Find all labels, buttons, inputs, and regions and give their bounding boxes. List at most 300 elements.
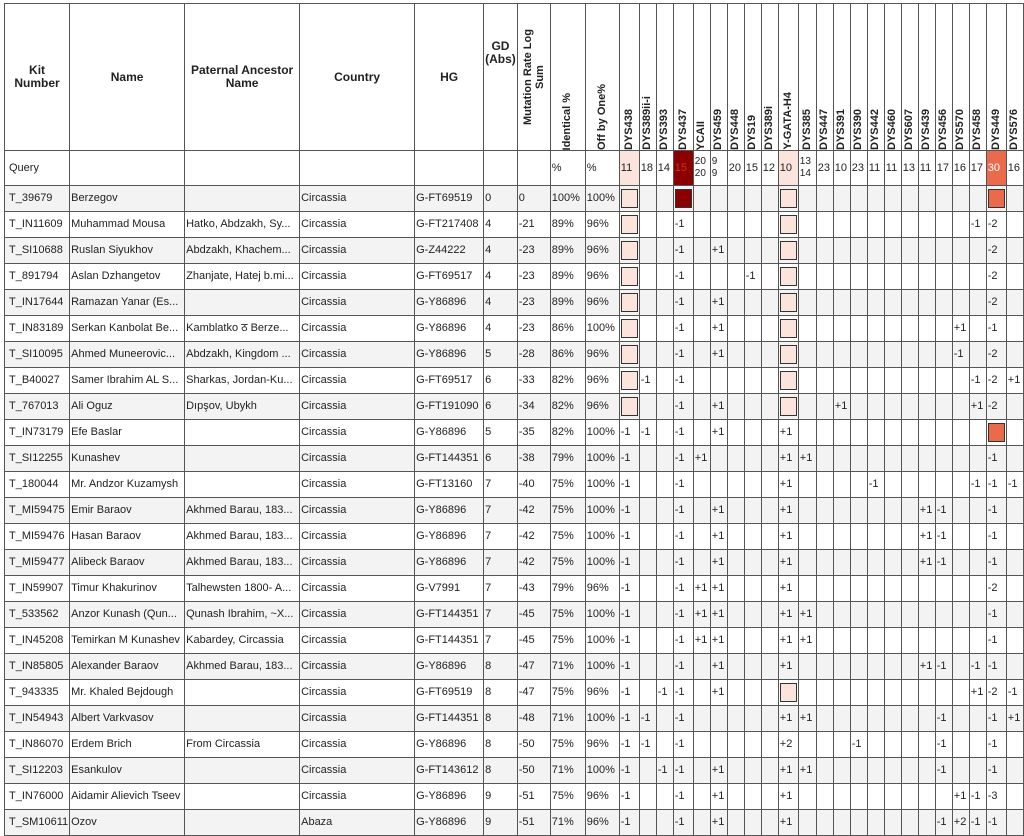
marker-diff-cell xyxy=(901,810,918,836)
marker-diff-cell xyxy=(833,706,850,732)
table-row[interactable] xyxy=(5,706,1024,732)
col-marker-dys389ii-i[interactable]: DYS389ii-i xyxy=(639,4,656,151)
marker-diff-cell: +1 xyxy=(918,524,935,550)
col-paternal-ancestor[interactable]: Paternal Ancestor Name xyxy=(185,4,300,151)
marker-diff-cell: -1 xyxy=(673,602,693,628)
col-marker-dys448[interactable]: DYS448 xyxy=(727,4,744,151)
marker-diff-cell xyxy=(952,602,969,628)
col-mutation-rate[interactable]: Mutation Rate Log Sum xyxy=(517,4,550,151)
col-marker-dys447[interactable]: DYS447 xyxy=(816,4,833,151)
marker-diff-cell xyxy=(884,498,901,524)
marker-diff-cell xyxy=(656,628,673,654)
table-row[interactable] xyxy=(5,238,1024,264)
table-row[interactable] xyxy=(5,498,1024,524)
marker-diff-cell: +1 xyxy=(710,680,727,706)
table-row[interactable] xyxy=(5,316,1024,342)
marker-diff-cell xyxy=(850,784,867,810)
table-row[interactable] xyxy=(5,394,1024,420)
col-marker-dys385[interactable]: DYS385 xyxy=(798,4,816,151)
marker-diff-cell xyxy=(918,602,935,628)
table-row[interactable] xyxy=(5,342,1024,368)
off-by-one-cell: 100% xyxy=(585,602,619,628)
marker-diff-cell xyxy=(850,810,867,836)
table-row[interactable] xyxy=(5,628,1024,654)
query-marker-value: 11 xyxy=(918,151,935,186)
hg-cell: G-Y86896 xyxy=(415,810,484,836)
marker-diff-cell xyxy=(884,290,901,316)
table-row[interactable] xyxy=(5,758,1024,784)
marker-diff-cell xyxy=(918,810,935,836)
marker-diff-cell xyxy=(850,290,867,316)
marker-diff-cell: +1 xyxy=(778,524,798,550)
hg-cell: G-Y86896 xyxy=(415,498,484,524)
marker-diff-cell xyxy=(850,550,867,576)
identical-cell: 75% xyxy=(550,602,585,628)
marker-diff-cell xyxy=(761,212,778,238)
identical-cell: 89% xyxy=(550,290,585,316)
marker-diff-cell xyxy=(693,186,710,212)
marker-diff-cell xyxy=(744,316,761,342)
col-kit-number[interactable]: Kit Number xyxy=(5,4,70,151)
marker-diff-cell xyxy=(952,472,969,498)
ancestor-cell xyxy=(185,784,300,810)
marker-diff-cell xyxy=(833,732,850,758)
col-marker-dys439[interactable]: DYS439 xyxy=(918,4,935,151)
marker-diff-cell xyxy=(816,290,833,316)
country-cell: Circassia xyxy=(300,472,415,498)
marker-highlight-box xyxy=(780,319,797,338)
col-marker-dys459[interactable]: DYS459 xyxy=(710,4,727,151)
marker-diff-cell xyxy=(901,238,918,264)
col-marker-dys460[interactable]: DYS460 xyxy=(884,4,901,151)
marker-diff-cell xyxy=(744,524,761,550)
marker-diff-cell xyxy=(727,342,744,368)
marker-diff-cell xyxy=(778,212,798,238)
marker-diff-cell xyxy=(778,368,798,394)
mutation-cell: -23 xyxy=(517,316,550,342)
marker-diff-cell xyxy=(656,706,673,732)
marker-diff-cell xyxy=(656,186,673,212)
query-marker-value: 16 xyxy=(1006,151,1023,186)
col-off-by-one[interactable]: Off by One% xyxy=(585,4,619,151)
marker-diff-cell xyxy=(1006,732,1023,758)
col-marker-dys456[interactable]: DYS456 xyxy=(935,4,952,151)
query-marker-value: 13 xyxy=(901,151,918,186)
gd-cell: 8 xyxy=(484,758,518,784)
marker-highlight-box xyxy=(621,215,638,234)
marker-diff-cell xyxy=(710,368,727,394)
marker-diff-cell xyxy=(798,342,816,368)
query-marker-value: 17 xyxy=(969,151,986,186)
marker-diff-cell: +1 xyxy=(778,550,798,576)
marker-diff-cell xyxy=(901,680,918,706)
gd-cell: 8 xyxy=(484,732,518,758)
marker-diff-cell xyxy=(969,602,986,628)
marker-diff-cell: -1 xyxy=(619,602,639,628)
marker-diff-cell xyxy=(673,186,693,212)
marker-diff-cell xyxy=(693,732,710,758)
marker-diff-cell xyxy=(727,706,744,732)
marker-diff-cell xyxy=(816,264,833,290)
marker-diff-cell: -1 xyxy=(935,810,952,836)
off-by-one-cell: 100% xyxy=(585,186,619,212)
hg-cell: G-Y86896 xyxy=(415,524,484,550)
table-row[interactable] xyxy=(5,186,1024,212)
marker-diff-cell: +1 xyxy=(710,784,727,810)
query-marker-part: 20 xyxy=(694,156,706,167)
marker-diff-cell: +1 xyxy=(778,420,798,446)
gd-cell: 7 xyxy=(484,498,518,524)
col-gd[interactable]: GD (Abs) xyxy=(484,4,518,151)
col-marker-dys437[interactable]: DYS437 xyxy=(673,4,693,151)
marker-diff-cell xyxy=(1006,654,1023,680)
kit-cell: T_IN45208 xyxy=(5,628,70,654)
name-cell: Alibeck Baraov xyxy=(70,550,185,576)
marker-diff-cell xyxy=(1006,342,1023,368)
marker-highlight-box xyxy=(621,267,638,286)
marker-diff-cell xyxy=(952,290,969,316)
marker-diff-cell: -1 xyxy=(673,290,693,316)
marker-diff-cell: +1 xyxy=(710,576,727,602)
marker-diff-cell: -1 xyxy=(935,524,952,550)
query-marker-value: 15 xyxy=(744,151,761,186)
mutation-cell: -23 xyxy=(517,264,550,290)
mutation-cell: -35 xyxy=(517,420,550,446)
hg-cell: G-FT69517 xyxy=(415,264,484,290)
marker-diff-cell xyxy=(935,368,952,394)
marker-diff-cell xyxy=(918,264,935,290)
mutation-cell: -21 xyxy=(517,212,550,238)
marker-diff-cell xyxy=(884,550,901,576)
marker-diff-cell xyxy=(884,264,901,290)
marker-diff-cell xyxy=(952,576,969,602)
marker-diff-cell: -1 xyxy=(619,810,639,836)
kit-cell: T_943335 xyxy=(5,680,70,706)
table-row[interactable] xyxy=(5,602,1024,628)
marker-diff-cell xyxy=(918,472,935,498)
marker-diff-cell: -1 xyxy=(867,472,884,498)
marker-diff-cell xyxy=(833,576,850,602)
table-row[interactable] xyxy=(5,654,1024,680)
ancestor-cell: Akhmed Barau, 183... xyxy=(185,550,300,576)
marker-diff-cell xyxy=(1006,186,1023,212)
marker-diff-cell xyxy=(727,784,744,810)
table-row[interactable] xyxy=(5,368,1024,394)
col-marker-dys438[interactable]: DYS438 xyxy=(619,4,639,151)
table-row[interactable] xyxy=(5,576,1024,602)
gd-cell: 7 xyxy=(484,602,518,628)
ancestor-cell: Talhewsten 1800- A... xyxy=(185,576,300,602)
marker-diff-cell xyxy=(693,368,710,394)
marker-diff-cell xyxy=(744,628,761,654)
marker-diff-cell: -1 xyxy=(639,420,656,446)
name-cell: Timur Khakurinov xyxy=(70,576,185,602)
query-kit: Query xyxy=(5,151,70,186)
identical-cell: 79% xyxy=(550,446,585,472)
col-marker-dys19[interactable]: DYS19 xyxy=(744,4,761,151)
marker-diff-cell: -1 xyxy=(935,550,952,576)
marker-diff-cell xyxy=(952,394,969,420)
marker-highlight-box xyxy=(780,683,797,702)
gd-cell: 4 xyxy=(484,316,518,342)
country-cell: Circassia xyxy=(300,602,415,628)
table-row[interactable] xyxy=(5,524,1024,550)
marker-diff-cell xyxy=(727,654,744,680)
col-marker-ycaii[interactable]: YCAII xyxy=(693,4,710,151)
marker-diff-cell xyxy=(727,264,744,290)
marker-diff-cell xyxy=(901,394,918,420)
hg-cell: G-FT191090 xyxy=(415,394,484,420)
table-row[interactable] xyxy=(5,784,1024,810)
marker-diff-cell: +1 xyxy=(778,498,798,524)
ystr-comparison-table xyxy=(4,3,1024,836)
marker-diff-cell xyxy=(969,524,986,550)
marker-diff-cell xyxy=(850,628,867,654)
marker-diff-cell xyxy=(639,550,656,576)
marker-diff-cell xyxy=(693,654,710,680)
kit-cell: T_IN11609 xyxy=(5,212,70,238)
hg-cell: G-Y86896 xyxy=(415,732,484,758)
marker-diff-cell xyxy=(656,316,673,342)
marker-diff-cell xyxy=(744,186,761,212)
marker-diff-cell xyxy=(727,498,744,524)
table-row[interactable] xyxy=(5,290,1024,316)
marker-diff-cell xyxy=(798,264,816,290)
marker-diff-cell xyxy=(727,628,744,654)
marker-diff-cell xyxy=(727,446,744,472)
col-identical[interactable]: Identical % xyxy=(550,4,585,151)
marker-diff-cell xyxy=(850,602,867,628)
col-name[interactable]: Name xyxy=(70,4,185,151)
marker-highlight-box xyxy=(621,189,638,208)
off-by-one-cell: 96% xyxy=(585,732,619,758)
identical-cell: 82% xyxy=(550,368,585,394)
kit-cell: T_IN73179 xyxy=(5,420,70,446)
marker-diff-cell xyxy=(901,758,918,784)
marker-diff-cell xyxy=(833,628,850,654)
marker-diff-cell: -1 xyxy=(969,212,986,238)
mutation-cell: -34 xyxy=(517,394,550,420)
marker-diff-cell: -2 xyxy=(986,212,1006,238)
marker-diff-cell xyxy=(761,290,778,316)
marker-diff-cell: +1 xyxy=(778,706,798,732)
marker-diff-cell xyxy=(850,706,867,732)
col-marker-dys390[interactable]: DYS390 xyxy=(850,4,867,151)
col-marker-dys570[interactable]: DYS570 xyxy=(952,4,969,151)
marker-diff-cell xyxy=(693,758,710,784)
identical-cell: 75% xyxy=(550,680,585,706)
marker-diff-cell xyxy=(798,498,816,524)
marker-diff-cell xyxy=(884,368,901,394)
table-row[interactable] xyxy=(5,420,1024,446)
marker-diff-cell: -1 xyxy=(639,368,656,394)
marker-diff-cell xyxy=(850,316,867,342)
marker-diff-cell xyxy=(833,472,850,498)
hg-cell: G-FT144351 xyxy=(415,446,484,472)
marker-diff-cell xyxy=(850,342,867,368)
marker-diff-cell: +1 xyxy=(778,628,798,654)
marker-diff-cell xyxy=(1006,810,1023,836)
col-marker-dys449[interactable]: DYS449 xyxy=(986,4,1006,151)
table-row[interactable] xyxy=(5,212,1024,238)
marker-diff-cell xyxy=(656,264,673,290)
marker-diff-cell: -2 xyxy=(986,290,1006,316)
marker-diff-cell xyxy=(901,732,918,758)
ancestor-cell: Kamblatko ठ Berze... xyxy=(185,316,300,342)
col-marker-dys458[interactable]: DYS458 xyxy=(969,4,986,151)
marker-highlight-box xyxy=(675,189,692,208)
marker-diff-cell: +1 xyxy=(710,524,727,550)
header-row xyxy=(5,4,1024,151)
col-hg[interactable]: HG xyxy=(415,4,484,151)
marker-diff-cell xyxy=(656,290,673,316)
name-cell: Ozov xyxy=(70,810,185,836)
ancestor-cell xyxy=(185,290,300,316)
name-cell: Efe Baslar xyxy=(70,420,185,446)
marker-diff-cell xyxy=(833,290,850,316)
marker-diff-cell: +1 xyxy=(1006,368,1023,394)
col-marker-y-gata-h4[interactable]: Y-GATA-H4 xyxy=(778,4,798,151)
marker-diff-cell xyxy=(901,368,918,394)
marker-diff-cell xyxy=(833,212,850,238)
table-row[interactable] xyxy=(5,732,1024,758)
identical-cell: 75% xyxy=(550,550,585,576)
marker-diff-cell: -1 xyxy=(935,706,952,732)
marker-diff-cell xyxy=(693,706,710,732)
marker-diff-cell: -1 xyxy=(673,706,693,732)
marker-diff-cell xyxy=(727,732,744,758)
marker-diff-cell xyxy=(1006,316,1023,342)
marker-diff-cell xyxy=(710,212,727,238)
marker-diff-cell xyxy=(744,732,761,758)
mutation-cell: -50 xyxy=(517,758,550,784)
marker-diff-cell xyxy=(798,810,816,836)
marker-diff-cell: +1 xyxy=(778,784,798,810)
marker-diff-cell: +1 xyxy=(952,316,969,342)
mutation-cell: -42 xyxy=(517,524,550,550)
kit-cell: T_SI10688 xyxy=(5,238,70,264)
kit-cell: T_B40027 xyxy=(5,368,70,394)
marker-diff-cell xyxy=(884,394,901,420)
marker-diff-cell: -2 xyxy=(986,680,1006,706)
marker-diff-cell xyxy=(639,290,656,316)
table-row[interactable] xyxy=(5,446,1024,472)
table-row[interactable] xyxy=(5,264,1024,290)
marker-diff-cell xyxy=(833,342,850,368)
gd-cell: 5 xyxy=(484,342,518,368)
table-row[interactable] xyxy=(5,472,1024,498)
marker-diff-cell xyxy=(952,264,969,290)
mutation-cell: -28 xyxy=(517,342,550,368)
marker-diff-cell xyxy=(619,264,639,290)
mutation-cell: -45 xyxy=(517,602,550,628)
country-cell: Circassia xyxy=(300,368,415,394)
query-marker-value: 20 xyxy=(727,151,744,186)
marker-diff-cell xyxy=(969,498,986,524)
marker-diff-cell: -1 xyxy=(986,316,1006,342)
marker-diff-cell: +1 xyxy=(778,576,798,602)
marker-diff-cell xyxy=(639,524,656,550)
off-by-one-cell: 96% xyxy=(585,342,619,368)
col-marker-dys391[interactable]: DYS391 xyxy=(833,4,850,151)
marker-diff-cell: -1 xyxy=(673,810,693,836)
table-row[interactable] xyxy=(5,810,1024,836)
marker-diff-cell xyxy=(744,654,761,680)
marker-diff-cell xyxy=(884,706,901,732)
gd-cell: 9 xyxy=(484,784,518,810)
marker-diff-cell: -1 xyxy=(986,550,1006,576)
mutation-cell: -23 xyxy=(517,290,550,316)
marker-diff-cell: -1 xyxy=(619,732,639,758)
col-marker-dys389i[interactable]: DYS389i xyxy=(761,4,778,151)
identical-cell: 75% xyxy=(550,732,585,758)
marker-diff-cell xyxy=(867,264,884,290)
marker-diff-cell: +1 xyxy=(710,342,727,368)
gd-cell: 7 xyxy=(484,524,518,550)
country-cell: Circassia xyxy=(300,524,415,550)
table-row[interactable] xyxy=(5,680,1024,706)
marker-diff-cell xyxy=(969,628,986,654)
country-cell: Circassia xyxy=(300,186,415,212)
marker-diff-cell: -3 xyxy=(986,784,1006,810)
ancestor-cell xyxy=(185,420,300,446)
marker-diff-cell xyxy=(816,368,833,394)
marker-diff-cell: +1 xyxy=(798,628,816,654)
marker-diff-cell xyxy=(918,368,935,394)
marker-diff-cell xyxy=(884,758,901,784)
table-row[interactable] xyxy=(5,550,1024,576)
marker-diff-cell: +1 xyxy=(710,602,727,628)
marker-diff-cell xyxy=(656,810,673,836)
hg-cell: G-Y86896 xyxy=(415,342,484,368)
marker-diff-cell: -1 xyxy=(619,706,639,732)
identical-cell: 71% xyxy=(550,758,585,784)
marker-diff-cell xyxy=(816,420,833,446)
marker-diff-cell xyxy=(693,498,710,524)
col-marker-dys607[interactable]: DYS607 xyxy=(901,4,918,151)
ancestor-cell: From Circassia xyxy=(185,732,300,758)
gd-cell: 9 xyxy=(484,810,518,836)
marker-diff-cell xyxy=(710,446,727,472)
col-marker-dys393[interactable]: DYS393 xyxy=(656,4,673,151)
marker-diff-cell xyxy=(761,680,778,706)
marker-diff-cell: +1 xyxy=(798,446,816,472)
marker-diff-cell xyxy=(867,290,884,316)
marker-diff-cell xyxy=(833,446,850,472)
col-marker-dys576[interactable]: DYS576 xyxy=(1006,4,1023,151)
marker-diff-cell xyxy=(816,706,833,732)
query-marker-value: 15 xyxy=(673,151,693,186)
marker-diff-cell xyxy=(833,264,850,290)
marker-diff-cell xyxy=(778,394,798,420)
name-cell: Ruslan Siyukhov xyxy=(70,238,185,264)
kit-cell: T_IN54943 xyxy=(5,706,70,732)
col-marker-dys442[interactable]: DYS442 xyxy=(867,4,884,151)
country-cell: Circassia xyxy=(300,680,415,706)
marker-diff-cell xyxy=(884,212,901,238)
marker-diff-cell: -1 xyxy=(673,628,693,654)
marker-diff-cell: -1 xyxy=(619,784,639,810)
gd-cell: 7 xyxy=(484,550,518,576)
name-cell: Anzor Kunash (Qun... xyxy=(70,602,185,628)
marker-diff-cell xyxy=(833,550,850,576)
marker-diff-cell xyxy=(850,576,867,602)
query-marker-part: 13 xyxy=(799,156,811,167)
col-country[interactable]: Country xyxy=(300,4,415,151)
marker-diff-cell xyxy=(867,524,884,550)
name-cell: Aidamir Alievich Tseev xyxy=(70,784,185,810)
gd-cell: 8 xyxy=(484,706,518,732)
